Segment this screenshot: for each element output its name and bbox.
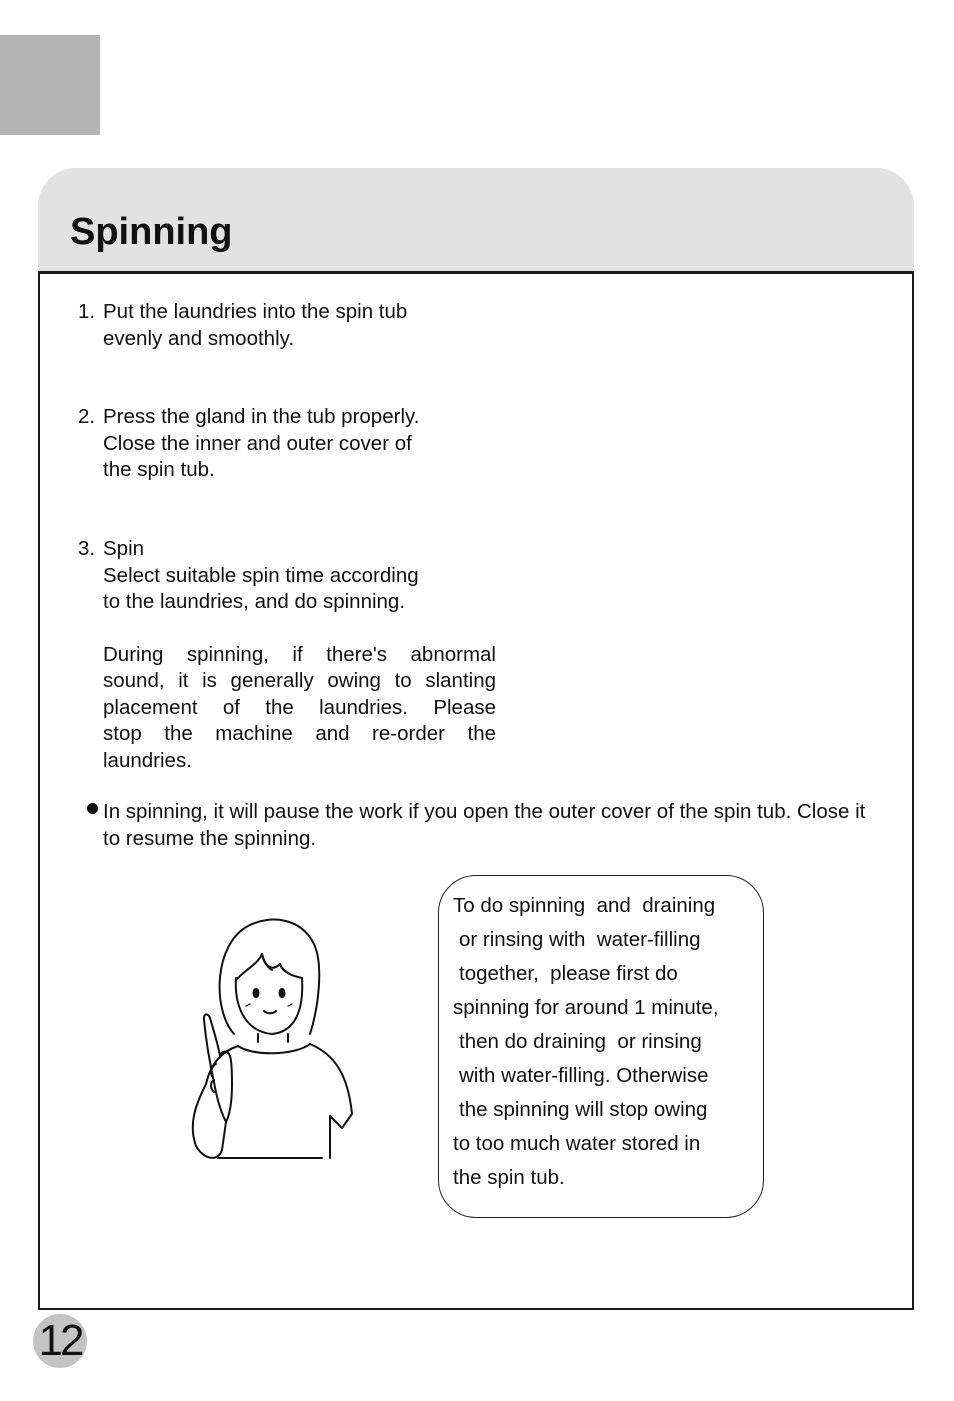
step-number: 1.	[78, 300, 96, 323]
section-title: Spinning	[70, 211, 233, 253]
step-text-line: to the laundries, and do spinning.	[103, 590, 406, 613]
step-number: 2.	[78, 405, 96, 428]
step-text-line: Select suitable spin time according	[103, 563, 419, 587]
tip-text-line: together, please first do	[459, 962, 678, 985]
step-text-line: evenly and smoothly.	[103, 326, 295, 350]
tip-text-line: then do draining or rinsing	[459, 1030, 702, 1053]
woman-raising-finger-icon	[176, 914, 360, 1164]
tip-text-line: To do spinning and draining	[453, 894, 716, 917]
spacer	[103, 616, 496, 642]
step-note-line: sound, it is generally owing to slanting	[103, 669, 496, 692]
tip-text-line: spinning for around 1 minute,	[453, 996, 719, 1019]
step-note-line: laundries.	[103, 748, 192, 772]
tip-text-line: or rinsing with water-filling	[459, 928, 701, 951]
bullet-text: In spinning, it will pause the work if you open the outer cover of the spin tub. Close it to resume the spinning.	[103, 800, 866, 850]
tip-text-line: the spin tub.	[453, 1166, 565, 1189]
corner-tab	[0, 35, 100, 135]
tip-text-line: with water-filling. Otherwise	[459, 1064, 709, 1087]
step-note-line: placement of the laundries. Please	[103, 695, 496, 719]
step-number: 3.	[78, 537, 96, 560]
bullet-icon	[87, 803, 98, 814]
step-title: Spin	[103, 537, 145, 560]
step-text-line: Close the inner and outer cover of	[103, 431, 412, 455]
step-note-line: During spinning, if there's abnormal	[103, 642, 496, 666]
page-number: 12	[38, 1316, 82, 1365]
step-text-line: Press the gland in the tub properly.	[103, 405, 420, 428]
step-text-line: Put the laundries into the spin tub	[103, 300, 408, 323]
step-note-line: stop the machine and re-order the	[103, 722, 496, 745]
tip-text-line: to too much water stored in	[453, 1132, 701, 1155]
tip-text-line: the spinning will stop owing	[459, 1098, 708, 1121]
step-text-line: the spin tub.	[103, 458, 215, 481]
